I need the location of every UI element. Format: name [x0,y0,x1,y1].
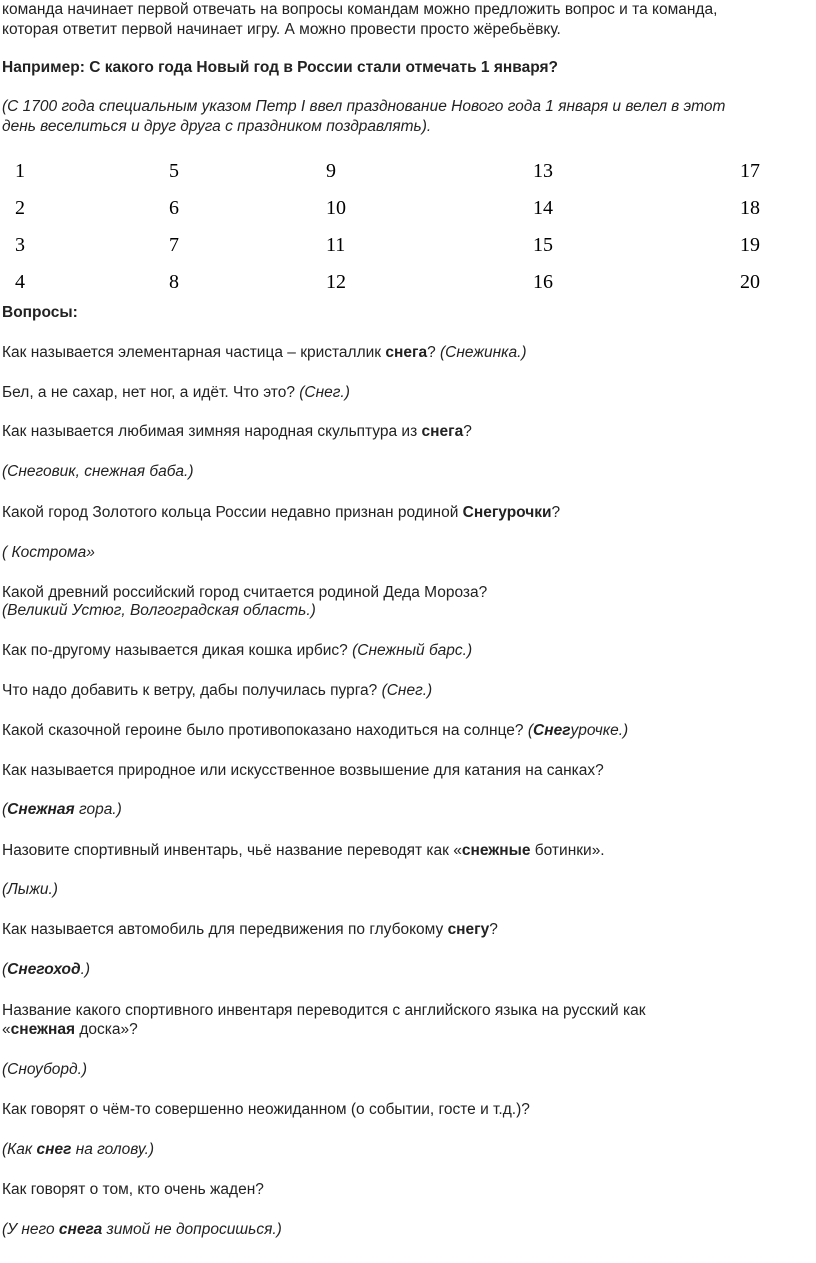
grid-number[interactable]: 14 [533,197,553,219]
question-text: Что надо добавить к ветру, дабы получилась пурга? [2,682,382,699]
grid-number[interactable]: 7 [169,234,179,256]
question-line [2,343,527,363]
question-line: Название какого спортивного инвентаря переводится с английского языка на русский как [2,1002,646,1019]
answer-keyword: снег [36,1141,72,1158]
answer-text: урочке.) [570,722,629,739]
grid-number[interactable]: 16 [533,271,553,293]
answer-text: ( [2,801,8,818]
question-text: доска»? [75,1021,138,1038]
section-title: Вопросы: [2,304,78,321]
answer-text: (Как [2,1141,37,1158]
example-question: Например: С какого года Новый год в России стали отмечать 1 января? [2,59,558,76]
answer-text: зимой не допросишься.) [102,1221,282,1238]
question-text: Назовите спортивный инвентарь, чьё название переводят как « [2,842,462,859]
question-line [2,641,472,661]
question-line [2,503,560,523]
grid-number[interactable]: 17 [740,160,760,182]
answer-keyword: снега [58,1221,103,1238]
question-text: « [2,1021,11,1038]
question-text: Бел, а не сахар, нет ног, а идёт. Что это? [2,384,300,401]
grid-number[interactable]: 13 [533,160,553,182]
answer-line: ( Кострома» [2,544,95,561]
answer-line: (Сноуборд.) [2,1061,88,1078]
question-keyword: снегу [447,921,490,938]
question-line [2,383,350,403]
answer-text: (У него [2,1221,59,1238]
question-text: ? [489,921,498,938]
grid-number[interactable]: 6 [169,197,179,219]
question-keyword: снежные [461,842,531,859]
grid-number[interactable]: 4 [15,271,25,293]
question-keyword: снега [421,423,464,440]
grid-number[interactable]: 11 [326,234,346,256]
answer-text: (Снег.) [299,384,350,401]
answer-text: (Снежинка.) [440,344,527,361]
question-keyword: снега [385,344,428,361]
example-answer [2,97,802,137]
question-text: Как называется автомобиль для передвижения по глубокому [2,921,448,938]
answer-line [2,960,90,980]
question-line [2,721,628,741]
question-text: ? [463,423,472,440]
question-text: ? [551,504,561,521]
answer-line: (Великий Устюг, Волгоградская область.) [2,602,316,619]
grid-number[interactable]: 8 [169,271,179,293]
grid-number[interactable]: 10 [326,197,346,219]
answer-text: на голову.) [71,1141,155,1158]
answer-line: (Снеговик, снежная баба.) [2,463,194,480]
grid-number[interactable]: 12 [326,271,346,293]
answer-line [2,800,122,820]
number-grid [0,150,816,300]
intro-line: которая ответит первой начинает игру. А можно провести просто жёребьёвку. [2,21,561,38]
answer-line: (Лыжи.) [2,881,58,898]
grid-number[interactable]: 9 [326,160,336,182]
intro-line: команда начинает первой отвечать на вопросы командам можно предложить вопрос и та команда, [2,1,718,18]
question-keyword: снежная [10,1021,76,1038]
example-answer-line: (С 1700 года специальным указом Петр I ввел празднование Нового года 1 января и велел в этот [2,98,726,115]
question-text: Какой город Золотого кольца России недавно признан родиной [2,504,463,521]
question-line [2,422,472,442]
question-line [2,920,498,940]
example-answer-line: день веселиться и друг друга с праздником поздравлять). [2,118,432,135]
question-text: Как по-другому называется дикая кошка ирбис? [2,642,353,659]
question-keyword: Снегурочки [462,504,552,521]
question-text: ботинки». [530,842,605,859]
grid-number[interactable]: 5 [169,160,179,182]
answer-text: гора.) [74,801,122,818]
grid-number[interactable]: 3 [15,234,25,256]
grid-number[interactable]: 1 [15,160,25,182]
answer-text: ( [2,961,8,978]
question-line [2,681,432,701]
question-text: Как называется элементарная частица – кристаллик [2,344,386,361]
question-text: ? [427,344,441,361]
answer-keyword: Снегоход [7,961,81,978]
answer-text: ( [527,722,534,739]
question-text: Как называется любимая зимняя народная скульптура из [2,423,422,440]
answer-keyword: Снежная [7,801,75,818]
intro-paragraph [2,0,802,40]
grid-number[interactable]: 19 [740,234,760,256]
question-text: Какой сказочной героине было противопоказано находиться на солнце? [2,722,528,739]
answer-text: .) [80,961,91,978]
answer-text: (Снежный барс.) [352,642,473,659]
answer-line [2,1140,154,1160]
answer-line [2,1220,282,1240]
grid-number[interactable]: 18 [740,197,760,219]
question-line [2,841,605,861]
question-line [2,1020,138,1040]
question-line: Как говорят о чём-то совершенно неожиданном (о событии, госте и т.д.)? [2,1101,530,1118]
grid-number[interactable]: 20 [740,271,760,293]
grid-number[interactable]: 2 [15,197,25,219]
answer-keyword: Снег [533,722,571,739]
grid-number[interactable]: 15 [533,234,553,256]
question-line: Как говорят о том, кто очень жаден? [2,1181,264,1198]
question-line: Какой древний российский город считается родиной Деда Мороза? [2,584,488,601]
question-line: Как называется природное или искусственное возвышение для катания на санках? [2,762,604,779]
answer-text: (Снег.) [381,682,433,699]
